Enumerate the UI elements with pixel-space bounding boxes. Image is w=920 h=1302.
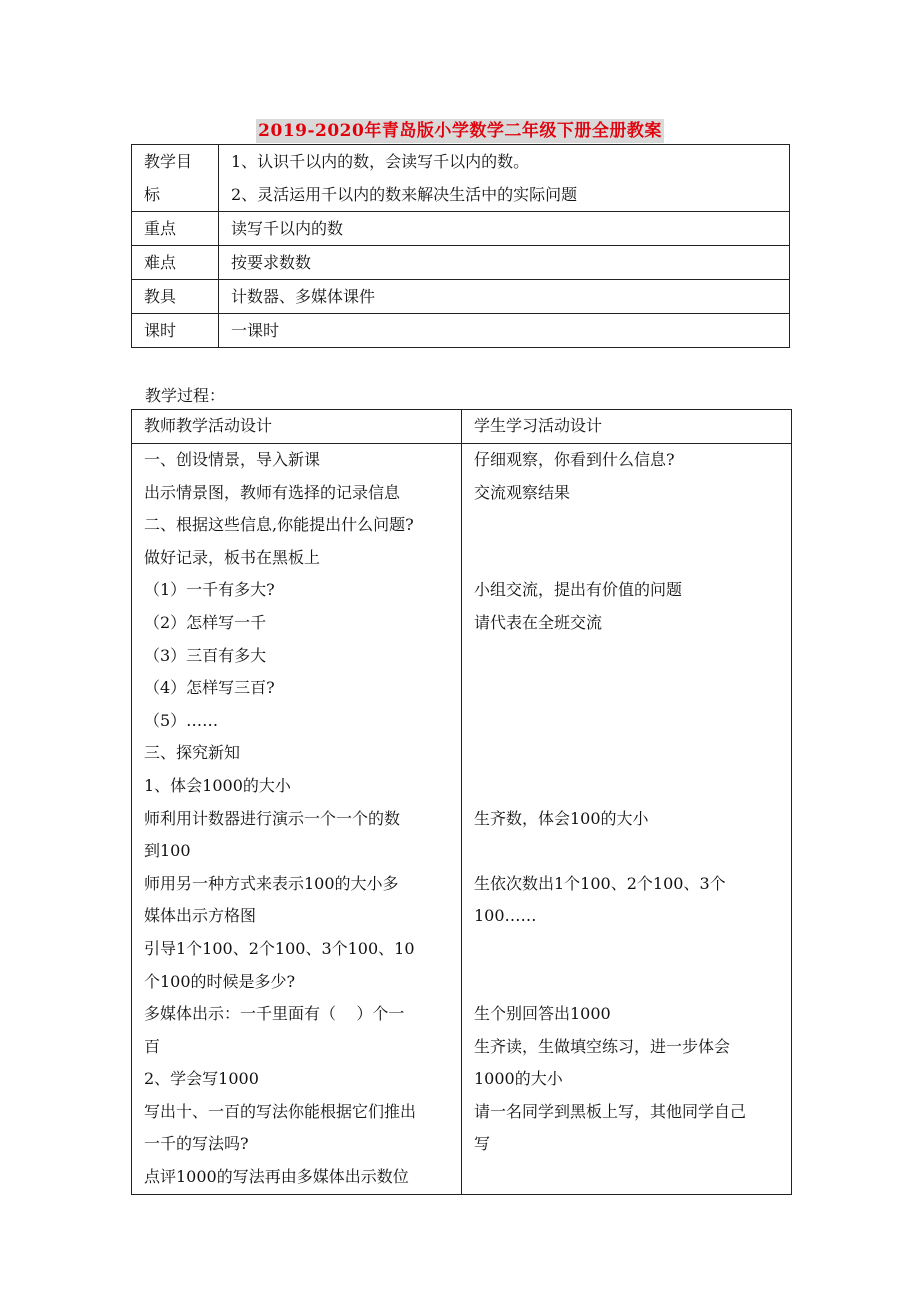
teacher-activity-line: 点评1000的写法再由多媒体出示数位 [144, 1167, 409, 1187]
teacher-activity-line: 多媒体出示：一千里面有（ ）个一 [144, 1004, 405, 1024]
teacher-activities-cell [132, 444, 462, 1195]
student-activity-line: 生齐读，生做填空练习，进一步体会 [474, 1036, 731, 1056]
goal-item: 1、认识千以内的数，会读写千以内的数。 [231, 152, 530, 171]
teacher-activity-line: 三、探究新知 [144, 743, 241, 763]
teacher-activity-line: 师利用计数器进行演示一个一个的数 [144, 808, 401, 828]
key-point-value: 读写千以内的数 [219, 212, 790, 246]
table-row [132, 145, 790, 212]
student-activity-line [474, 672, 779, 705]
teacher-activity-line: 做好记录，板书在黑板上 [144, 547, 321, 567]
teacher-activity-line: 写出十、一百的写法你能根据它们推出 [144, 1101, 417, 1121]
teacher-activity-line: 1、体会1000的大小 [144, 775, 291, 795]
teacher-activity-line: 个100的时候是多少? [144, 971, 296, 991]
teacher-activity-line: 到100 [144, 841, 191, 861]
student-activity-line: 写 [474, 1134, 491, 1154]
student-activity-line: 100…… [474, 906, 537, 926]
student-activity-line [474, 835, 779, 868]
key-point-label: 重点 [132, 212, 219, 246]
teacher-column-header: 教师教学活动设计 [132, 410, 462, 444]
teacher-activity-line: 百 [144, 1036, 161, 1056]
teacher-activity-line: （4）怎样写三百? [144, 678, 275, 698]
teacher-activity-line: 一、创设情景，导入新课 [144, 450, 321, 469]
process-section-label: 教学过程： [145, 386, 226, 405]
student-activity-line: 1000的大小 [474, 1069, 563, 1089]
teacher-activity-line: （3）三百有多大 [144, 645, 267, 665]
table-row [132, 246, 790, 280]
student-activity-line [474, 933, 779, 966]
student-activity-line: 交流观察结果 [474, 482, 571, 502]
goal-label-line: 标 [144, 185, 161, 204]
goal-label-line: 教学目 [144, 152, 193, 171]
teaching-aids-label: 教具 [132, 280, 219, 314]
teaching-aids-value: 计数器、多媒体课件 [219, 280, 790, 314]
teacher-activity-line: 师用另一种方式来表示100的大小多 [144, 873, 399, 893]
student-activities-cell [462, 444, 792, 1195]
student-activity-line [474, 1161, 779, 1194]
student-activity-line [474, 770, 779, 803]
teaching-process-table [131, 409, 792, 1195]
teacher-activity-line: 一千的写法吗? [144, 1134, 249, 1154]
table-row [132, 314, 790, 348]
student-column-header: 学生学习活动设计 [462, 410, 792, 444]
student-activity-line [474, 737, 779, 770]
student-activity-line: 仔细观察，你看到什么信息? [474, 450, 675, 469]
document-title-text: 2019-2020年青岛版小学数学二年级下册全册教案 [258, 121, 662, 141]
difficulty-value: 按要求数数 [219, 246, 790, 280]
goal-label [132, 145, 219, 212]
student-activity-line: 请一名同学到黑板上写，其他同学自己 [474, 1101, 747, 1121]
difficulty-label: 难点 [132, 246, 219, 280]
student-activity-line: 生个别回答出1000 [474, 1004, 611, 1024]
table-header-row [132, 410, 792, 444]
teacher-activity-line: （2）怎样写一千 [144, 612, 267, 632]
student-activity-line [474, 966, 779, 999]
teacher-activity-line: 引导1个100、2个100、3个100、10 [144, 938, 415, 958]
student-activity-line [474, 705, 779, 738]
teacher-activity-line: （5）…… [144, 710, 219, 730]
table-row [132, 280, 790, 314]
class-hours-label: 课时 [132, 314, 219, 348]
document-title [0, 116, 920, 141]
student-activity-line: 生齐数，体会100的大小 [474, 808, 649, 828]
teacher-activity-line: 出示情景图，教师有选择的记录信息 [144, 482, 401, 502]
student-activity-line: 小组交流，提出有价值的问题 [474, 580, 683, 600]
teacher-activity-line: （1）一千有多大? [144, 580, 275, 600]
student-activity-line [474, 542, 779, 575]
table-row [132, 444, 792, 1195]
lesson-info-table [131, 144, 790, 348]
student-activity-line: 生依次数出1个100、2个100、3个 [474, 873, 726, 893]
teacher-activity-line: 二、根据这些信息,你能提出什么问题? [144, 515, 414, 535]
goal-item: 2、灵活运用千以内的数来解决生活中的实际问题 [231, 185, 578, 204]
student-activity-line [474, 509, 779, 542]
student-activity-line: 请代表在全班交流 [474, 612, 603, 632]
class-hours-value: 一课时 [219, 314, 790, 348]
table-row [132, 212, 790, 246]
goal-value [219, 145, 790, 212]
teacher-activity-line: 媒体出示方格图 [144, 906, 257, 926]
teacher-activity-line: 2、学会写1000 [144, 1069, 259, 1089]
student-activity-line [474, 640, 779, 673]
